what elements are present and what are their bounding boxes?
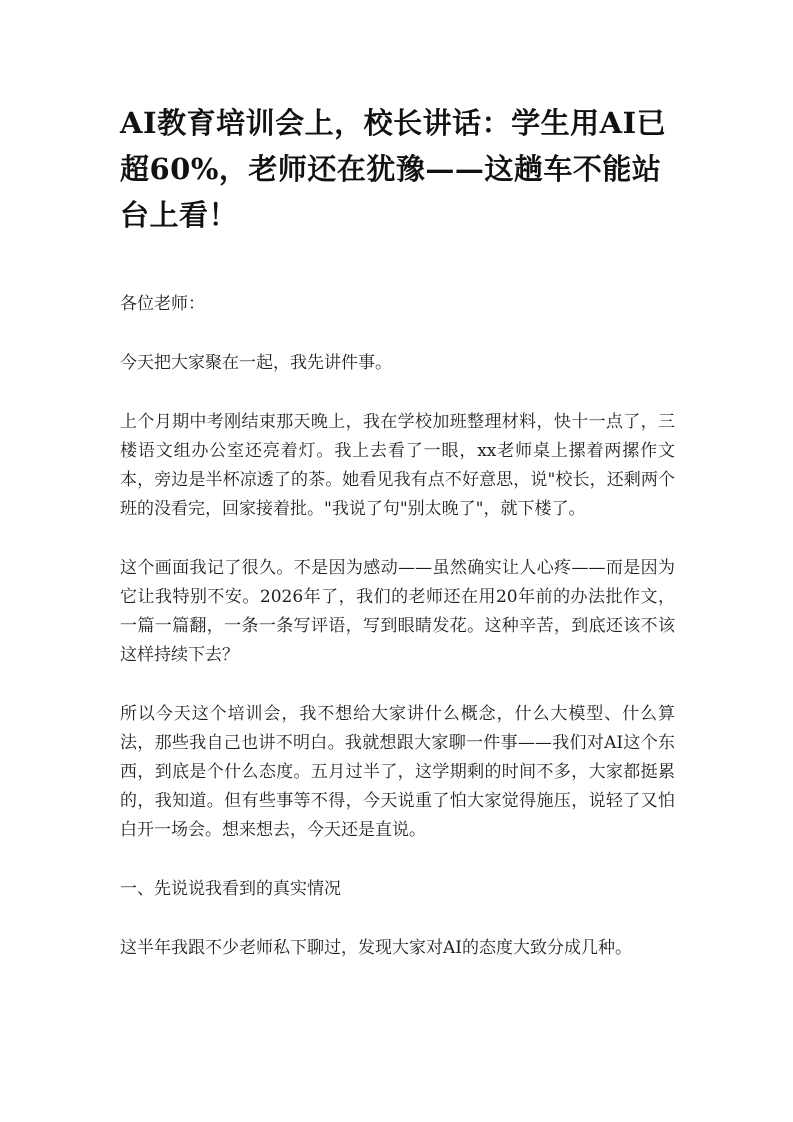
document-body xyxy=(120,290,675,963)
paragraph-opening: 今天把大家聚在一起，我先讲件事。 xyxy=(120,353,392,373)
paragraph-story: 上个月期中考刚结束那天晚上，我在学校加班整理材料，快十一点了，三楼语文组办公室还亮着灯。我上去看了一眼，xx老师桌上摞着两摞作文本，旁边是半杯凉透了的茶。她看见我有点不好意思，说"校长，还剩两个班的没看完，回家接着批。"我说了句"别太晚了"，就下楼了。 xyxy=(120,412,675,519)
paragraph-reflection: 这个画面我记了很久。不是因为感动——虽然确实让人心疼——而是因为它让我特别不安。2026年了，我们的老师还在用20年前的办法批作文，一篇一篇翻，一条一条写评语，写到眼睛发花。这种辛苦，到底还该不该这样持续下去？ xyxy=(120,558,675,665)
paragraph-observation: 这半年我跟不少老师私下聊过，发现大家对AI的态度大致分成几种。 xyxy=(120,938,632,958)
paragraph-salutation: 各位老师： xyxy=(120,294,205,314)
document-content xyxy=(120,100,675,993)
section-heading-1: 一、先说说我看到的真实情况 xyxy=(120,879,341,899)
paragraph-purpose: 所以今天这个培训会，我不想给大家讲什么概念，什么大模型、什么算法，那些我自己也讲不明白。我就想跟大家聊一件事——我们对AI这个东西，到底是个什么态度。五月过半了，这学期剩的时间不多，大家都挺累的，我知道。但有些事等不得，今天说重了怕大家觉得施压，说轻了又怕白开一场会。想来想去，今天还是直说。 xyxy=(120,704,675,840)
document-title: AI教育培训会上，校长讲话：学生用AI已超60%，老师还在犹豫——这趟车不能站台上看！ xyxy=(120,106,667,232)
